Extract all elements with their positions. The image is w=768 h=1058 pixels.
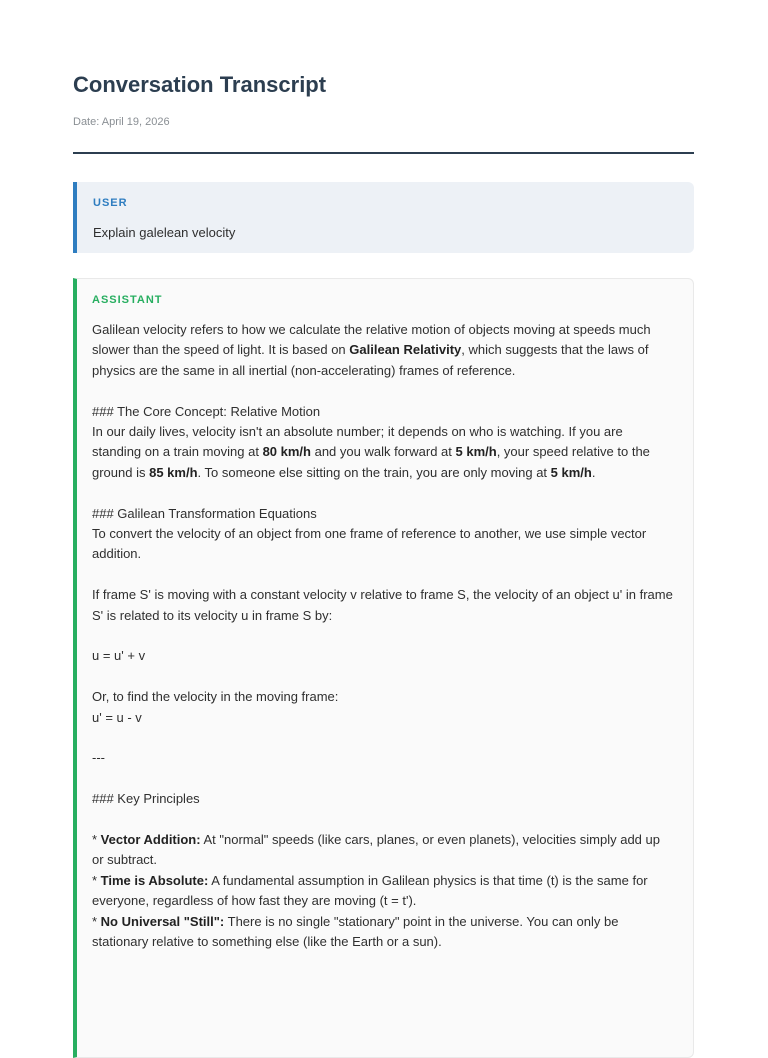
text-run: , your speed relative to the ground is <box>92 444 650 480</box>
assistant-role-label: ASSISTANT <box>92 294 163 306</box>
bullet-marker: * <box>92 872 101 888</box>
bullet-item <box>92 912 674 953</box>
section-heading: ### Key Principles <box>92 791 200 807</box>
equation: u' = u - v <box>92 709 142 725</box>
bullet-marker: * <box>92 913 101 929</box>
assistant-message-text <box>92 320 674 952</box>
user-role-label: USER <box>93 197 128 209</box>
user-message <box>73 182 694 253</box>
markdown-divider: --- <box>92 750 105 766</box>
text-run: . <box>591 464 596 480</box>
text-run: In our daily lives, velocity isn't an absolute number; it depends on who is watching. If you are standing on a train moving at <box>92 424 623 460</box>
text-run: Galilean velocity refers to how we calculate the relative motion of objects moving at speeds much slower than the speed of light. It is based on <box>92 322 651 358</box>
text-run: and you walk forward at <box>310 444 456 460</box>
bullet-item <box>92 871 674 912</box>
paragraph: If frame S' is moving with a constant velocity v relative to frame S, the velocity of an object u' in frame S' is related to its velocity u in frame S by: <box>92 587 673 623</box>
bold-value: 5 km/h <box>550 464 592 480</box>
page-title: Conversation Transcript <box>73 72 327 97</box>
section-heading: ### Galilean Transformation Equations <box>92 505 317 521</box>
text-run: , which suggests that the laws of physics are the same in all inertial (non-accelerating) frames of reference. <box>92 342 649 378</box>
paragraph: Or, to find the velocity in the moving frame: <box>92 689 339 705</box>
bullet-text: There is no single "stationary" point in the universe. You can only be stationary relative to something else (like the Earth or a sun). <box>92 913 619 950</box>
bullet-term: No Universal "Still": <box>100 913 225 929</box>
user-message-text: Explain galelean velocity <box>93 225 236 240</box>
train-example-paragraph <box>92 422 674 483</box>
assistant-message <box>73 278 694 1058</box>
header-divider <box>73 152 694 154</box>
bullet-item <box>92 830 674 871</box>
bullet-term: Time is Absolute: <box>100 872 209 888</box>
paragraph: To convert the velocity of an object from one frame of reference to another, we use simple vector addition. <box>92 526 647 562</box>
text-run: . To someone else sitting on the train, you are only moving at <box>197 464 551 480</box>
bullet-text: At "normal" speeds (like cars, planes, or even planets), velocities simply add up or subtract. <box>92 832 660 868</box>
bullet-term: Vector Addition: <box>100 832 201 848</box>
transcript-date: Date: April 19, 2026 <box>73 116 170 128</box>
bullet-marker: * <box>92 832 101 848</box>
bold-value: 80 km/h <box>262 444 311 460</box>
bold-value: 85 km/h <box>149 464 198 480</box>
bold-term: Galilean Relativity <box>349 342 462 358</box>
equation: u = u' + v <box>92 648 146 664</box>
section-heading: ### The Core Concept: Relative Motion <box>92 403 321 419</box>
intro-paragraph <box>92 320 674 381</box>
bullet-text: A fundamental assumption in Galilean physics is that time (t) is the same for everyone, regardless of how fast they are moving (t = t'). <box>92 872 648 909</box>
bold-value: 5 km/h <box>455 444 497 460</box>
